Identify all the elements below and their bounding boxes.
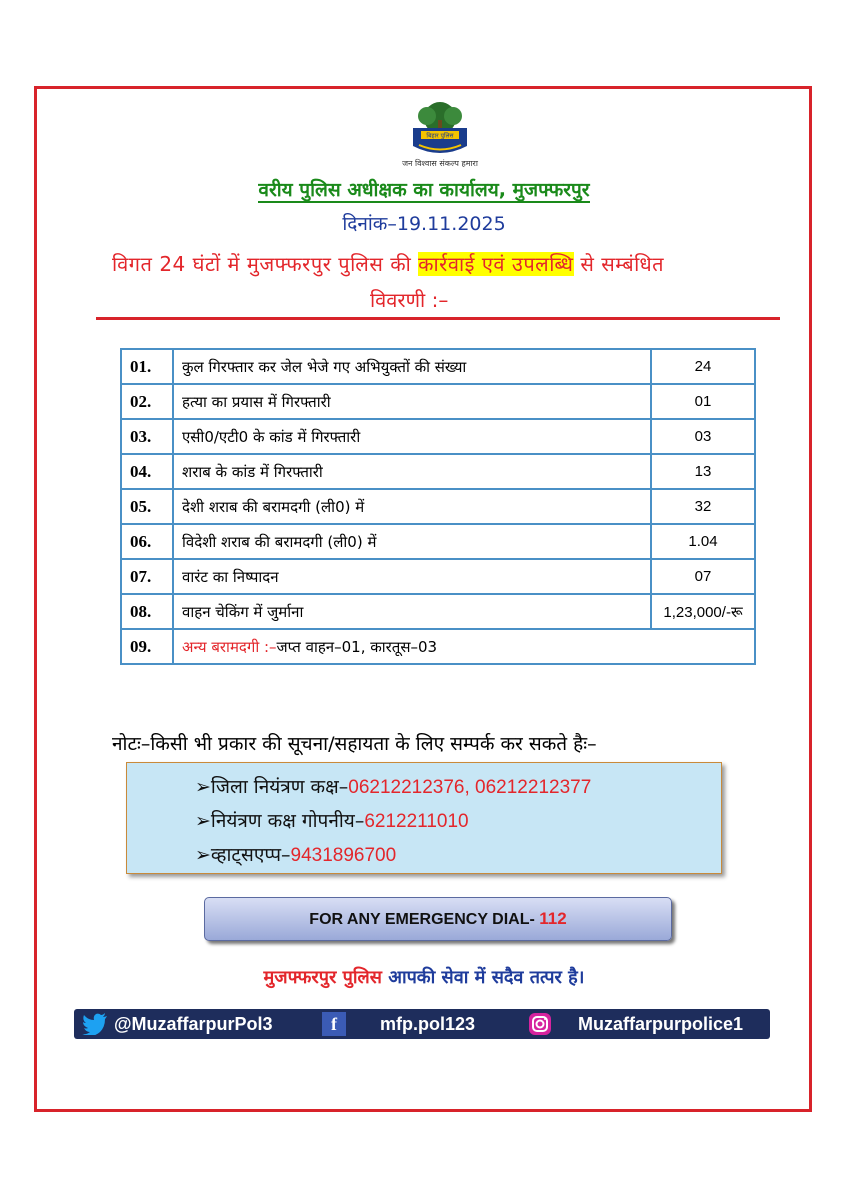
row-description: विदेशी शराब की बरामदगी (ली0) में [173,524,651,559]
row-number: 01. [121,349,173,384]
social-bar [74,1009,770,1039]
row-value: 32 [651,489,755,524]
divider [96,317,780,320]
other-label: अन्य बरामदगी :– [182,637,277,656]
row-number: 03. [121,419,173,454]
table-row [121,454,755,489]
row-description: वाहन चेकिंग में जुर्माना [173,594,651,629]
row-description: देशी शराब की बरामदगी (ली0) में [173,489,651,524]
service-slogan: मुजफ्फरपुर पुलिस आपकी सेवा में सदैव तत्पर है। [263,967,585,988]
facebook-handle[interactable]: mfp.pol123 [380,1014,476,1034]
facebook-icon[interactable]: f [322,1012,346,1036]
row-number: 08. [121,594,173,629]
other-detail: जप्त वाहन–01, कारतूस–03 [276,637,438,656]
office-title: वरीय पुलिस अधीक्षक का कार्यालय, मुजफ्फरपुर [258,179,590,201]
contact-whatsapp: ➢व्हाट्सएप्प–9431896700 [195,844,397,866]
row-value: 24 [651,349,755,384]
row-description: शराब के कांड में गिरफ्तारी [173,454,651,489]
motto: जन विश्वास संकल्प हमारा [402,159,478,168]
row-value: 07 [651,559,755,594]
twitter-handle[interactable]: @MuzaffarpurPol3 [114,1014,273,1034]
contact-control-room: ➢जिला नियंत्रण कक्ष–06212212376, 06212212377 [195,776,592,798]
heading-line-1: विगत 24 घंटों में मुजफ्फरपुर पुलिस की कार्रवाई एवं उपलब्धि से सम्बंधित [112,252,665,276]
row-number: 05. [121,489,173,524]
table-row [121,419,755,454]
instagram-handle[interactable]: Muzaffarpurpolice1 [578,1014,744,1034]
phone-number[interactable]: 6212211010 [364,811,469,832]
row-number: 09. [121,629,173,664]
svg-text:बिहार पुलिस: बिहार पुलिस [426,132,454,140]
row-value: 01 [651,384,755,419]
table-row [121,524,755,559]
row-description: वारंट का निष्पादन [173,559,651,594]
heading-highlight: कार्रवाई एवं उपलब्धि [418,252,574,276]
contact-confidential: ➢नियंत्रण कक्ष गोपनीय–6212211010 [195,810,469,832]
instagram-icon[interactable] [528,1012,552,1036]
heading-line-2: विवरणी :– [370,288,449,312]
row-value: 1,23,000/-रू [651,594,755,629]
row-value: 1.04 [651,524,755,559]
table-row [121,594,755,629]
row-number: 06. [121,524,173,559]
table-row [121,559,755,594]
phone-number[interactable]: 06212212376, 06212212377 [348,777,592,798]
twitter-icon[interactable] [82,1013,108,1035]
table-row-other [121,629,755,664]
table-row [121,384,755,419]
emergency-number[interactable]: 112 [539,909,567,928]
row-description: एसी0/एटी0 के कांड में गिरफ्तारी [173,419,651,454]
table-row [121,349,755,384]
row-value: 03 [651,419,755,454]
table-row [121,489,755,524]
contact-note: नोटः–किसी भी प्रकार की सूचना/सहायता के लिए सम्पर्क कर सकते हैः– [112,733,597,755]
contact-box [126,762,722,874]
row-number: 07. [121,559,173,594]
row-number: 04. [121,454,173,489]
emergency-banner: FOR ANY EMERGENCY DIAL- 112 [204,897,672,941]
report-date: दिनांक–19.11.2025 [342,213,506,235]
row-value: 13 [651,454,755,489]
other-recovery [173,629,755,664]
row-description: कुल गिरफ्तार कर जेल भेजे गए अभियुक्तों की संख्या [173,349,651,384]
phone-number[interactable]: 9431896700 [290,845,397,866]
stats-table [120,348,756,665]
row-description: हत्या का प्रयास में गिरफ्तारी [173,384,651,419]
row-number: 02. [121,384,173,419]
